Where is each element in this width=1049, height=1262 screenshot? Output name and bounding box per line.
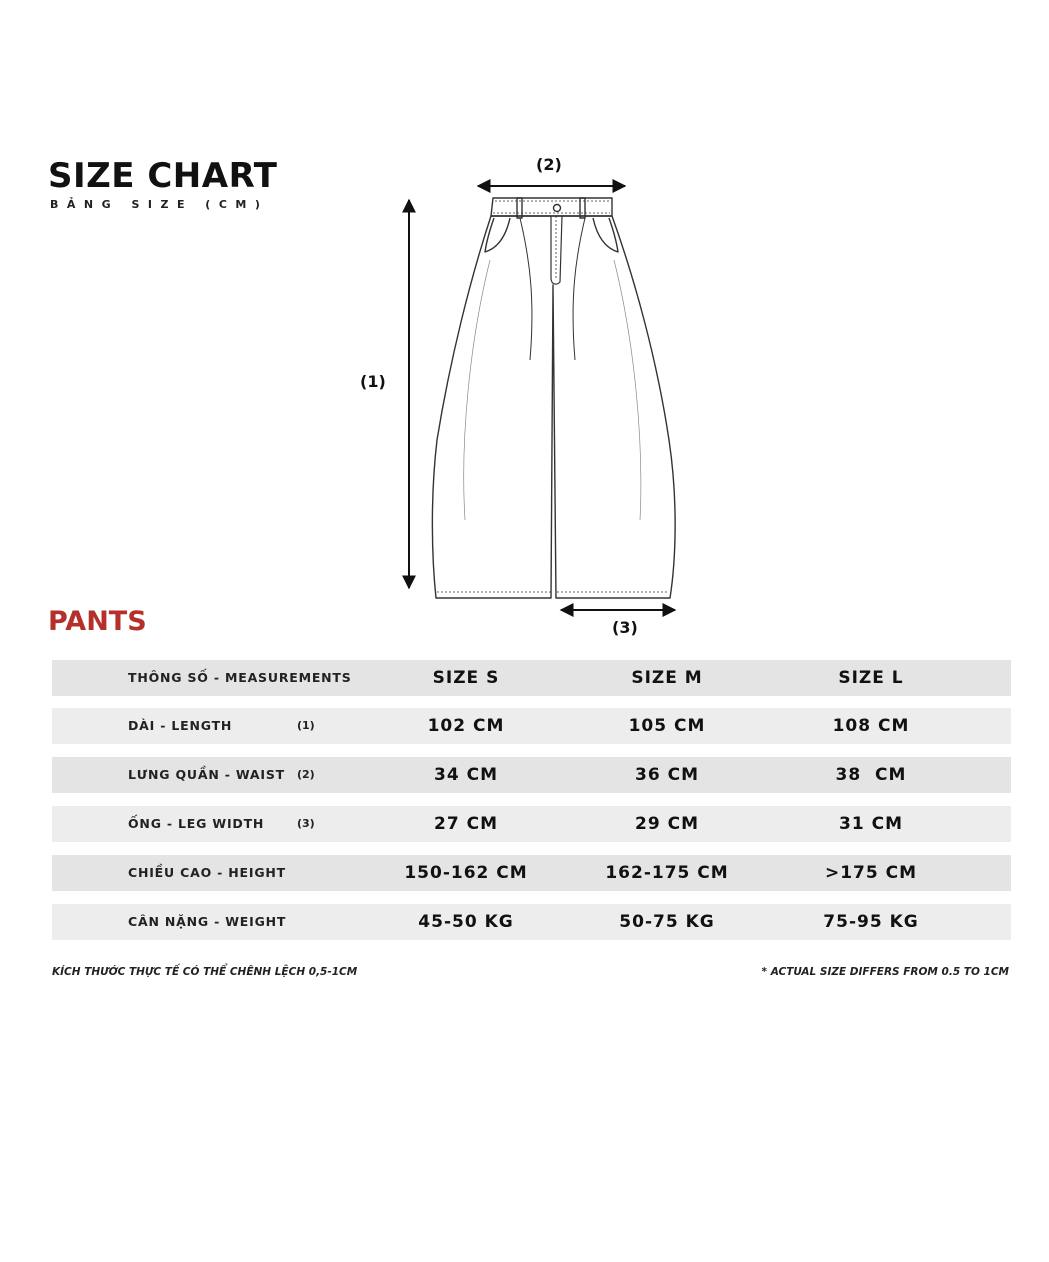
- table-row: [52, 904, 1011, 940]
- row-value: 75-95 KG: [823, 912, 919, 932]
- row-label: ỐNG - LEG WIDTH: [128, 816, 265, 831]
- row-value: 36 CM: [635, 765, 699, 785]
- row-value: 34 CM: [434, 765, 498, 785]
- row-label: DÀI - LENGTH: [128, 718, 233, 733]
- note-english: * ACTUAL SIZE DIFFERS FROM 0.5 TO 1CM: [761, 966, 1009, 978]
- page-title: SIZE CHART: [48, 156, 278, 196]
- row-value: 45-50 KG: [418, 912, 514, 932]
- table-row: [52, 806, 1011, 842]
- row-ref: (3): [297, 817, 315, 830]
- row-value: 29 CM: [635, 814, 699, 834]
- pants-outline: [432, 198, 675, 598]
- leg-label: (3): [612, 618, 638, 637]
- header-label: THÔNG SỐ - MEASUREMENTS: [128, 670, 352, 685]
- row-value: 27 CM: [434, 814, 498, 834]
- row-value: >175 CM: [824, 863, 918, 883]
- row-label: CHIỀU CAO - HEIGHT: [128, 865, 286, 880]
- table-header-row: [52, 660, 1011, 696]
- row-value: 105 CM: [628, 716, 706, 736]
- header-size-l: SIZE L: [838, 668, 904, 688]
- row-value: 31 CM: [839, 814, 903, 834]
- row-value: 50-75 KG: [619, 912, 715, 932]
- waist-label: (2): [536, 155, 562, 174]
- row-value: 102 CM: [427, 716, 505, 736]
- table-row: [52, 855, 1011, 891]
- note-vietnamese: KÍCH THƯỚC THỰC TẾ CÓ THỂ CHÊNH LỆCH 0,5-1CM: [52, 966, 358, 978]
- row-label: LƯNG QUẦN - WAIST: [128, 767, 285, 782]
- header-size-s: SIZE S: [432, 668, 500, 688]
- table-row: [52, 757, 1011, 793]
- header-size-m: SIZE M: [631, 668, 703, 688]
- length-label: (1): [360, 372, 386, 391]
- table-row: [52, 708, 1011, 744]
- row-value: 38 CM: [835, 765, 907, 785]
- row-ref: (1): [297, 719, 315, 732]
- row-value: 150-162 CM: [404, 863, 528, 883]
- row-label: CÂN NẶNG - WEIGHT: [128, 914, 287, 929]
- row-value: 162-175 CM: [605, 863, 729, 883]
- section-title: PANTS: [48, 606, 147, 637]
- page-subtitle: BẢNG SIZE (CM): [50, 198, 269, 211]
- row-value: 108 CM: [832, 716, 910, 736]
- row-ref: (2): [297, 768, 315, 781]
